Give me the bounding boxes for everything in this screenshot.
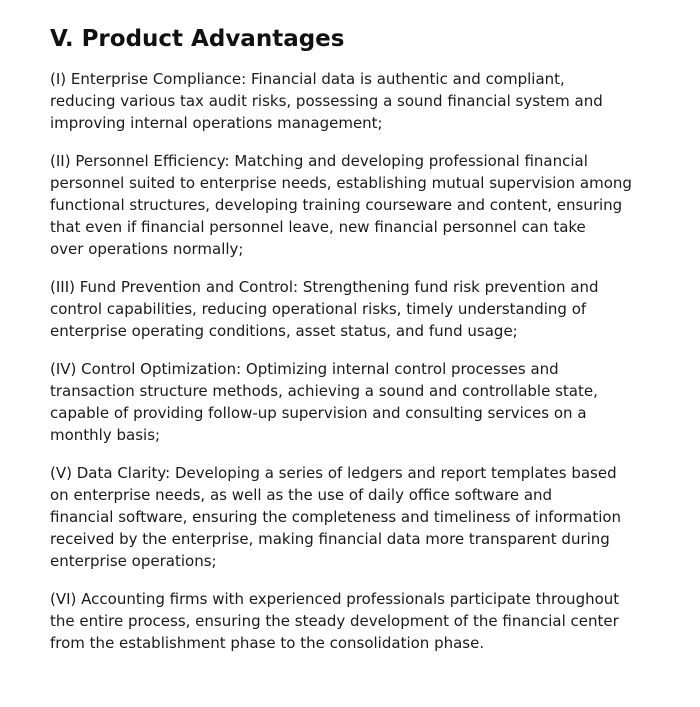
- text-line: (VI) Accounting firms with experienced professionals participate throughout: [50, 590, 620, 608]
- text-line: monthly basis;: [50, 426, 161, 444]
- paragraph-personnel-efficiency: [50, 150, 650, 260]
- text-line: received by the enterprise, making financial data more transparent during: [50, 530, 610, 548]
- text-line: that even if financial personnel leave, new financial personnel can take: [50, 218, 586, 236]
- text-line: the entire process, ensuring the steady development of the financial center: [50, 612, 619, 630]
- text-line: (II) Personnel Efficiency: Matching and developing professional financial: [50, 152, 588, 170]
- paragraph-enterprise-compliance: [50, 68, 650, 134]
- text-line: enterprise operating conditions, asset status, and fund usage;: [50, 322, 518, 340]
- paragraph-accounting-firms: [50, 588, 650, 654]
- text-line: reducing various tax audit risks, possessing a sound financial system and: [50, 92, 603, 110]
- section-title: V. Product Advantages: [50, 26, 345, 52]
- text-line: personnel suited to enterprise needs, establishing mutual supervision among: [50, 174, 632, 192]
- text-line: improving internal operations management;: [50, 114, 383, 132]
- text-line: enterprise operations;: [50, 552, 217, 570]
- text-line: (V) Data Clarity: Developing a series of ledgers and report templates based: [50, 464, 617, 482]
- text-line: over operations normally;: [50, 240, 244, 258]
- paragraph-fund-prevention: [50, 276, 650, 342]
- text-line: transaction structure methods, achieving a sound and controllable state,: [50, 382, 598, 400]
- text-line: (I) Enterprise Compliance: Financial data is authentic and compliant,: [50, 70, 565, 88]
- text-line: functional structures, developing training courseware and content, ensuring: [50, 196, 623, 214]
- text-line: (III) Fund Prevention and Control: Strengthening fund risk prevention and: [50, 278, 599, 296]
- paragraph-control-optimization: [50, 358, 650, 446]
- text-line: financial software, ensuring the completeness and timeliness of information: [50, 508, 622, 526]
- text-line: from the establishment phase to the consolidation phase.: [50, 634, 485, 652]
- text-line: control capabilities, reducing operational risks, timely understanding of: [50, 300, 587, 318]
- paragraph-data-clarity: [50, 462, 650, 572]
- text-line: (IV) Control Optimization: Optimizing internal control processes and: [50, 360, 559, 378]
- text-line: on enterprise needs, as well as the use of daily office software and: [50, 486, 553, 504]
- text-line: capable of providing follow-up supervision and consulting services on a: [50, 404, 587, 422]
